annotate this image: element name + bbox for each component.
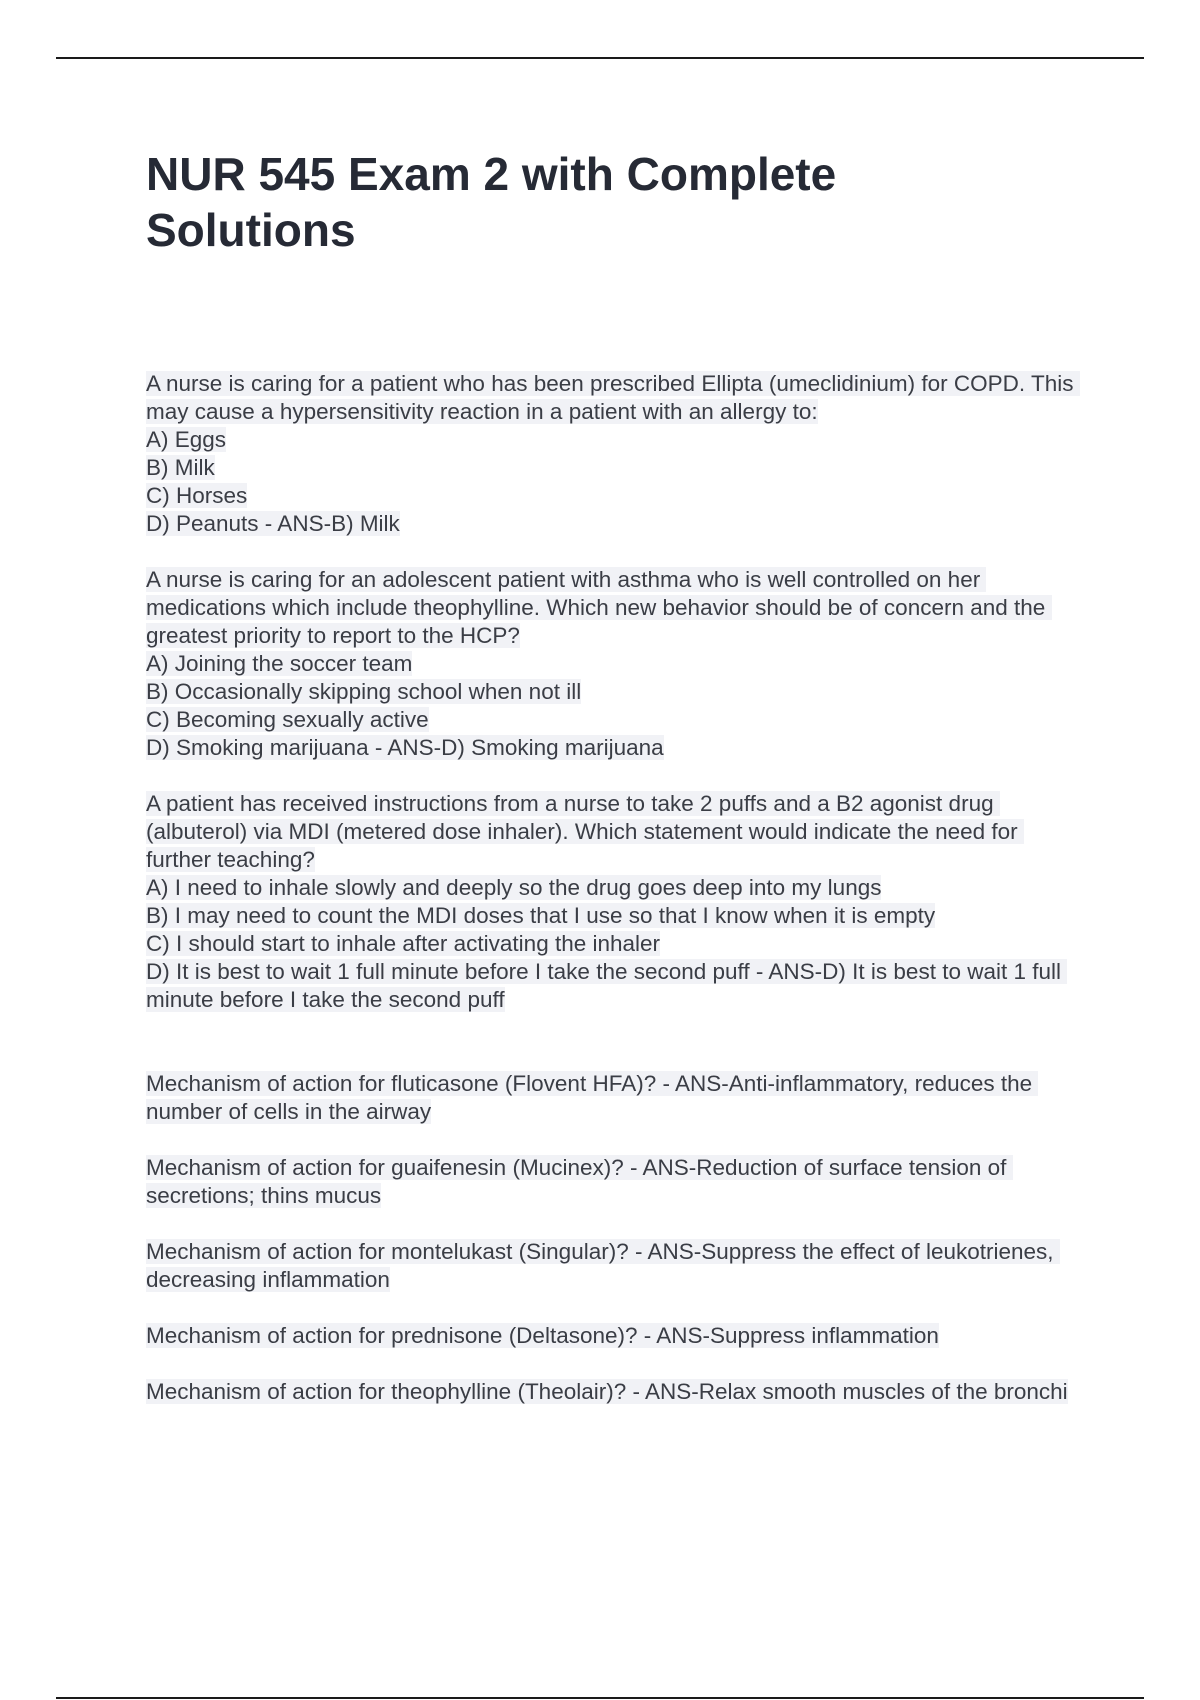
question-text: A nurse is caring for an adolescent patient with asthma who is well controlled on her medications which include theophylline. Which new behavior should be of concern and the greatest priority to report to the HCP?	[146, 567, 1052, 648]
qa-list	[146, 370, 1086, 1406]
qa-item-4	[146, 1070, 1086, 1126]
question-answer-text: Mechanism of action for prednisone (Deltasone)? - ANS-Suppress inflammation	[146, 1323, 939, 1348]
option-b: B) I may need to count the MDI doses that I use so that I know when it is empty	[146, 903, 936, 928]
option-d-answer: D) It is best to wait 1 full minute before I take the second puff - ANS-D) It is best to wait 1 full minute before I take the second puff	[146, 959, 1068, 1012]
question-answer-text: Mechanism of action for guaifenesin (Mucinex)? - ANS-Reduction of surface tension of secretions; thins mucus	[146, 1155, 1013, 1208]
option-a: A) I need to inhale slowly and deeply so the drug goes deep into my lungs	[146, 875, 882, 900]
option-b: B) Occasionally skipping school when not ill	[146, 679, 582, 704]
option-b: B) Milk	[146, 455, 215, 480]
option-d-answer: D) Smoking marijuana - ANS-D) Smoking marijuana	[146, 735, 664, 760]
question-answer-text: Mechanism of action for montelukast (Singular)? - ANS-Suppress the effect of leukotrienes, decreasing inflammation	[146, 1239, 1060, 1292]
qa-item-5	[146, 1154, 1086, 1210]
qa-item-7	[146, 1322, 1086, 1350]
question-answer-text: Mechanism of action for fluticasone (Flovent HFA)? - ANS-Anti-inflammatory, reduces the number of cells in the airway	[146, 1071, 1039, 1124]
question-answer-text: Mechanism of action for theophylline (Theolair)? - ANS-Relax smooth muscles of the bronchi	[146, 1379, 1068, 1404]
option-c: C) Horses	[146, 483, 248, 508]
qa-item-3	[146, 790, 1086, 1014]
bottom-rule	[56, 1697, 1144, 1699]
document-body	[146, 146, 1086, 1434]
option-a: A) Joining the soccer team	[146, 651, 413, 676]
option-d-answer: D) Peanuts - ANS-B) Milk	[146, 511, 400, 536]
option-a: A) Eggs	[146, 427, 227, 452]
qa-item-1	[146, 370, 1086, 538]
qa-item-2	[146, 566, 1086, 762]
top-rule	[56, 57, 1144, 59]
qa-item-6	[146, 1238, 1086, 1294]
option-c: C) Becoming sexually active	[146, 707, 429, 732]
qa-item-8	[146, 1378, 1086, 1406]
question-text: A nurse is caring for a patient who has been prescribed Ellipta (umeclidinium) for COPD. This may cause a hypersensitivity reaction in a patient with an allergy to:	[146, 371, 1080, 424]
option-c: C) I should start to inhale after activating the inhaler	[146, 931, 661, 956]
document-title: NUR 545 Exam 2 with Complete Solutions	[146, 148, 837, 256]
question-text: A patient has received instructions from a nurse to take 2 puffs and a B2 agonist drug (albuterol) via MDI (metered dose inhaler). Which statement would indicate the need for further teaching?	[146, 791, 1024, 872]
